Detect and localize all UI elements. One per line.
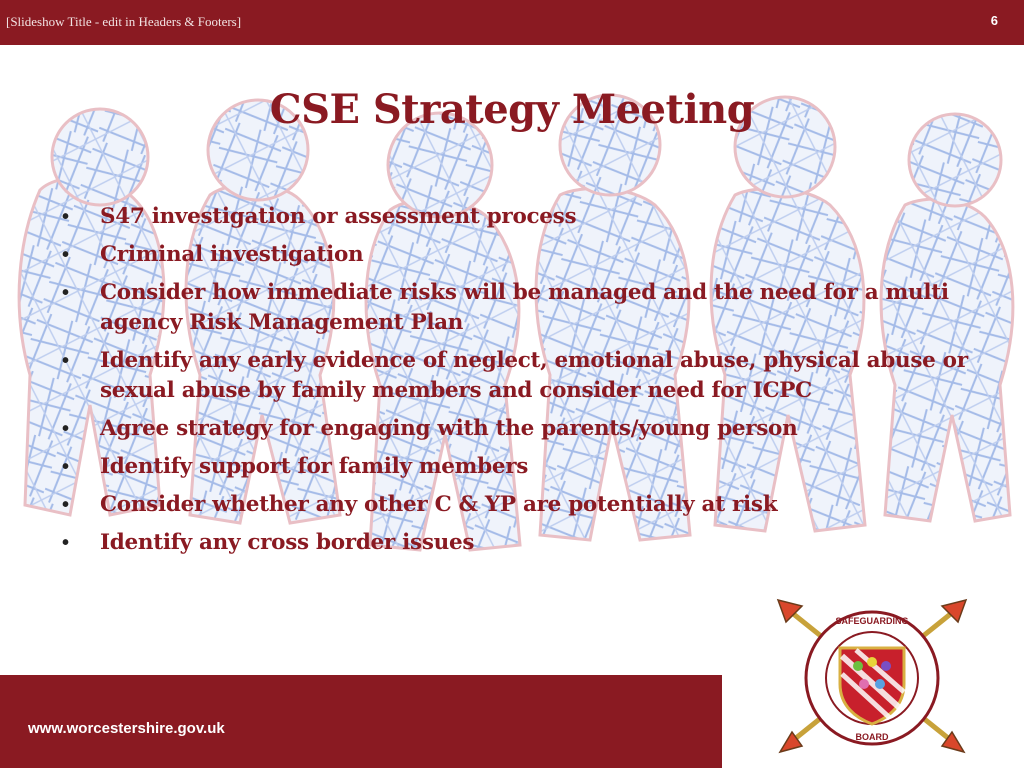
list-item	[62, 452, 982, 482]
bullet-dot: •	[62, 456, 69, 478]
bullet-dot: •	[62, 206, 69, 228]
bullet-text: Consider how immediate risks will be managed and the need for a multi agency Risk Management Plan	[100, 280, 949, 335]
bullet-text: Identify any early evidence of neglect, emotional abuse, physical abuse or sexual abuse by family members and consider need for ICPC	[100, 348, 968, 403]
bullet-text: S47 investigation or assessment process	[100, 204, 577, 229]
list-item	[62, 346, 982, 406]
bullet-text: Consider whether any other C & YP are potentially at risk	[100, 492, 778, 517]
bullet-text: Agree strategy for engaging with the parents/young person	[100, 416, 798, 441]
svg-text:BOARD: BOARD	[855, 732, 889, 742]
list-item	[62, 528, 982, 558]
safeguarding-board-logo	[772, 596, 972, 756]
svg-text:SAFEGUARDING: SAFEGUARDING	[835, 616, 909, 626]
header-bar	[0, 0, 1024, 45]
list-item	[62, 414, 982, 444]
bullet-text: Identify any cross border issues	[100, 530, 475, 555]
list-item	[62, 490, 982, 520]
bullet-dot: •	[62, 532, 69, 554]
bullet-dot: •	[62, 244, 69, 266]
bullet-dot: •	[62, 418, 69, 440]
slide-title: CSE Strategy Meeting	[269, 86, 755, 133]
bullet-dot: •	[62, 494, 69, 516]
bullet-list	[62, 202, 982, 566]
bullet-text: Identify support for family members	[100, 454, 529, 479]
bullet-text: Criminal investigation	[100, 242, 364, 267]
list-item	[62, 278, 982, 338]
bullet-dot: •	[62, 282, 69, 304]
list-item	[62, 240, 982, 270]
slide-number: 6	[990, 13, 998, 28]
footer-website-link[interactable]: www.worcestershire.gov.uk	[28, 720, 225, 737]
list-item	[62, 202, 982, 232]
slideshow-title: [Slideshow Title - edit in Headers & Footers]	[6, 14, 242, 29]
bullet-dot: •	[62, 350, 69, 372]
